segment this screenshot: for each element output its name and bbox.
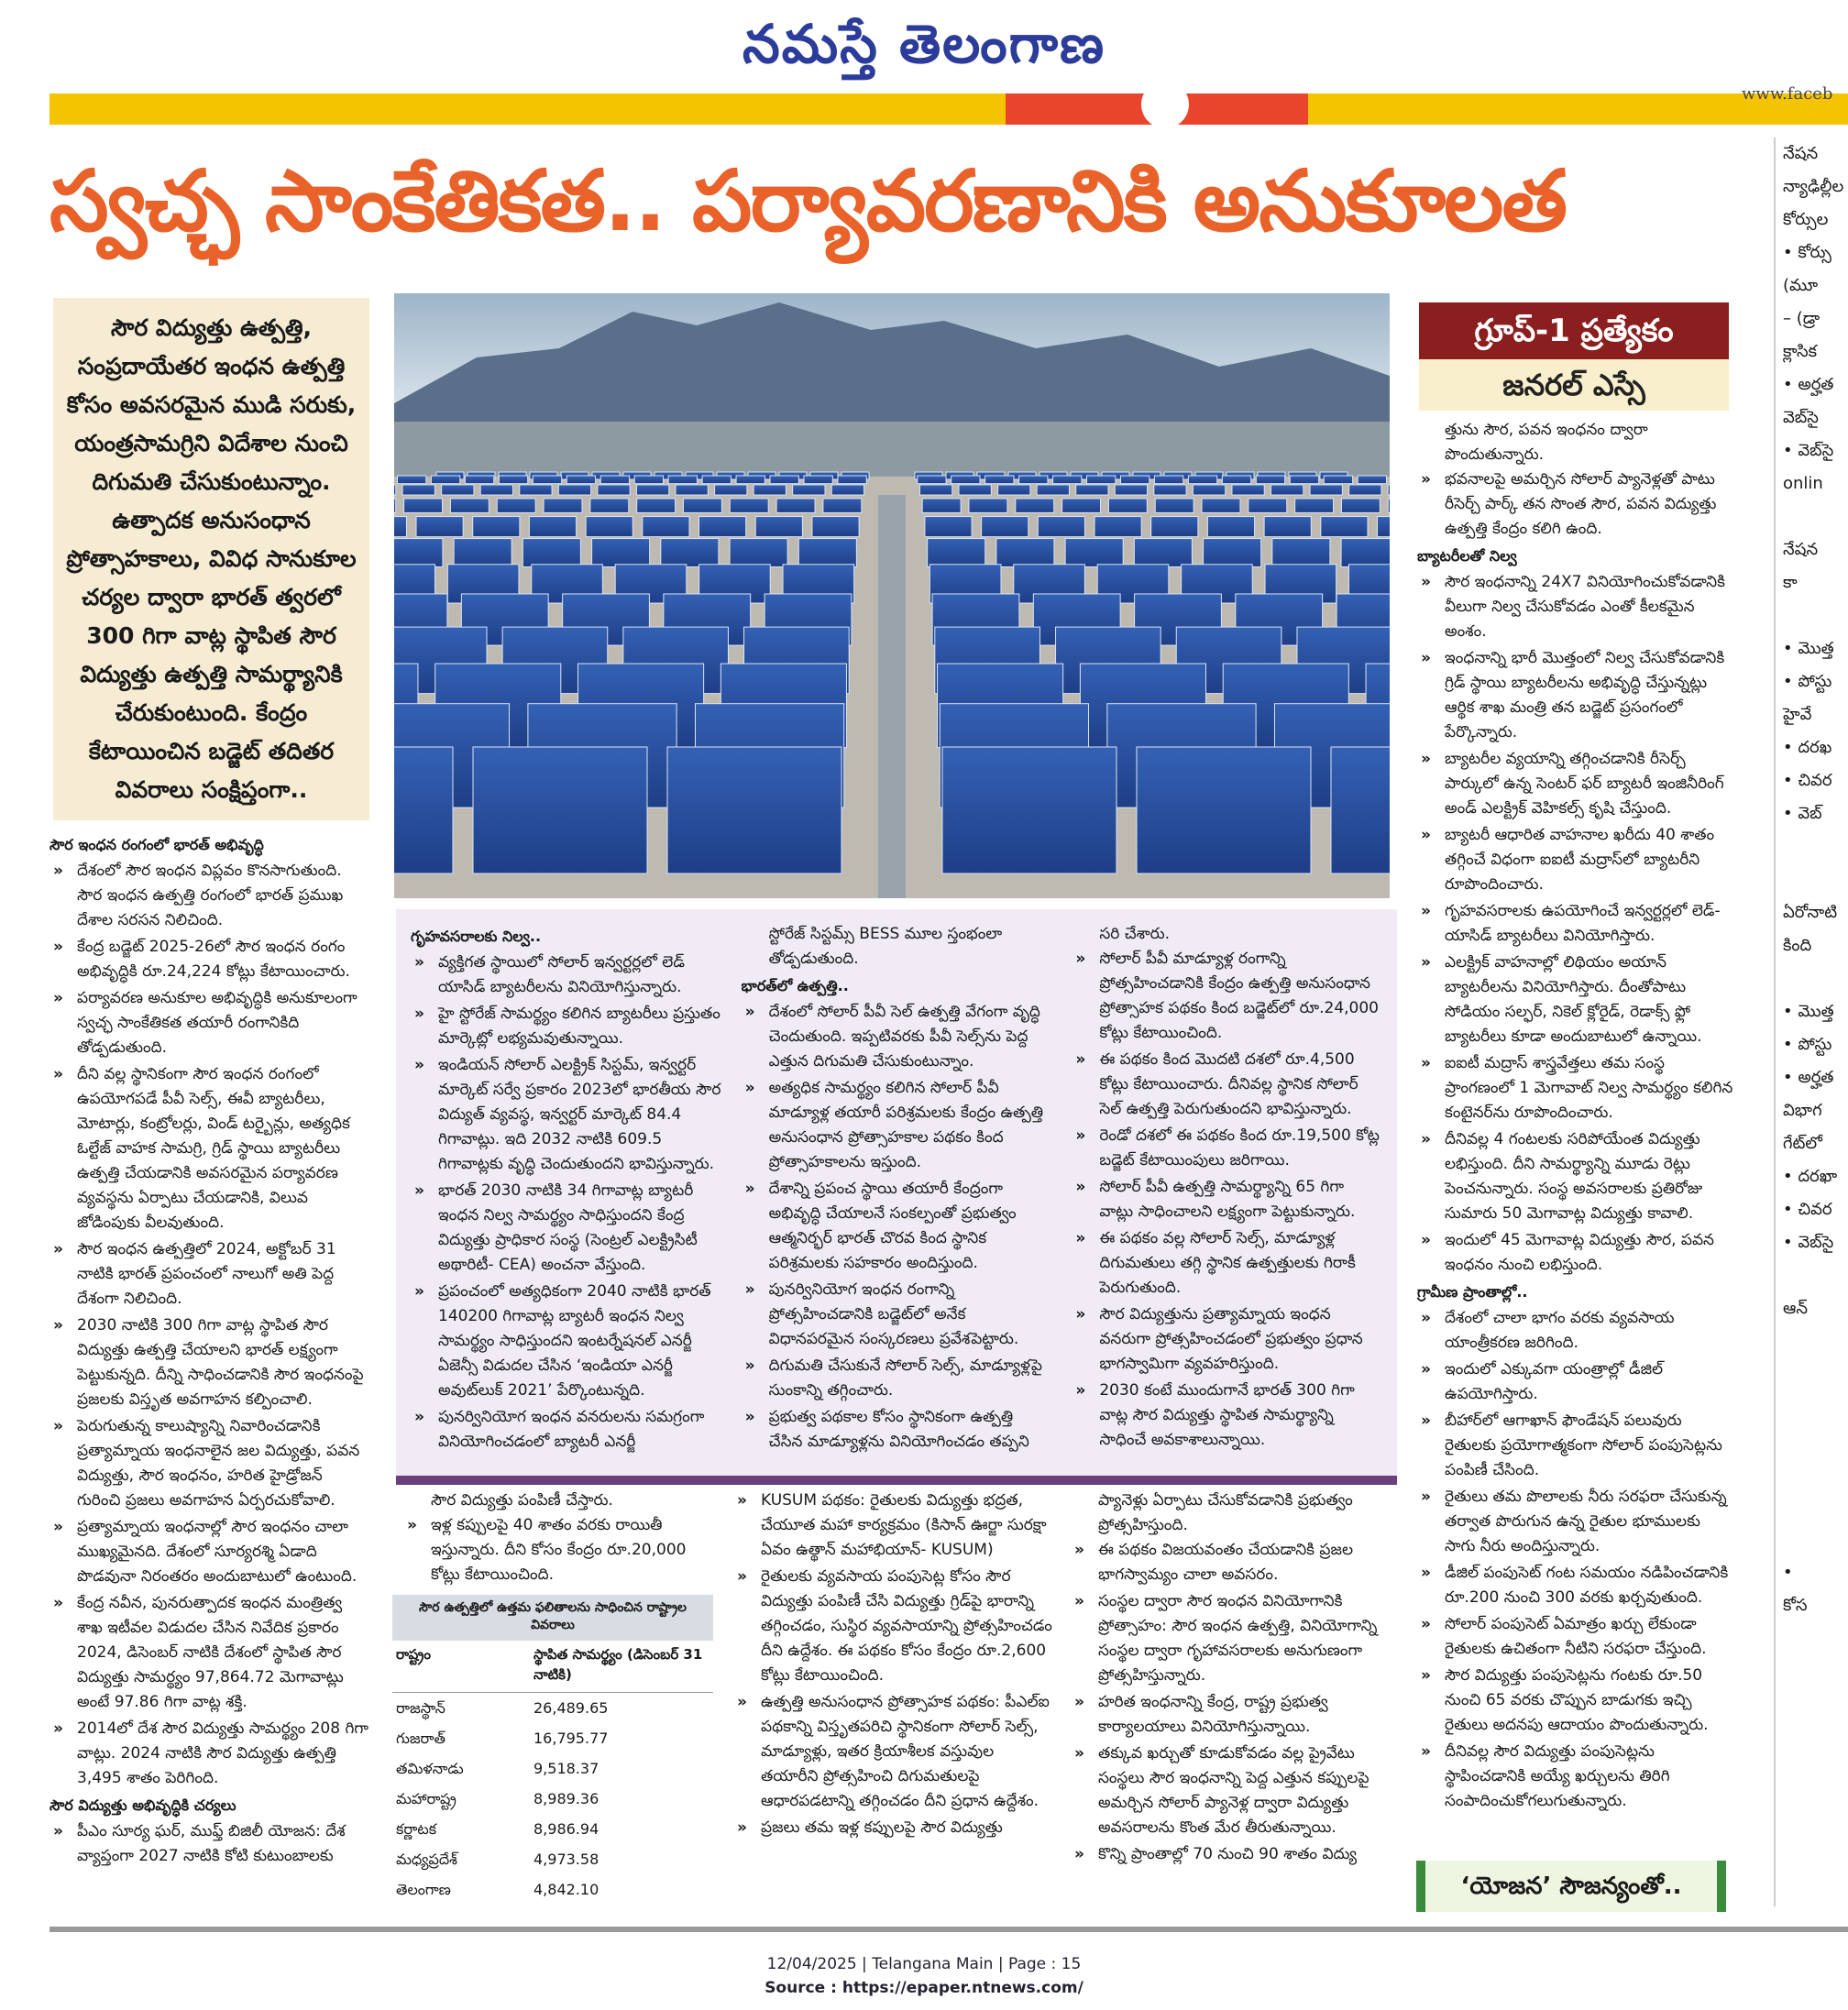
box-production-item: » అత్యధిక సామర్థ్యం కలిగిన సోలార్‌ పీవీ మాడ్యూళ్ల తయారీ పరిశ్రమలకు కేంద్రం ఉత్పత్తి అనుసంధాన ప్రోత్సాహకాల పథకం కింద ప్రోత్సాహకాలను ఇస్తుంది. — [742, 1076, 1052, 1175]
solar-panel — [952, 476, 980, 484]
solar-panel — [1388, 499, 1390, 512]
solar-panel — [397, 476, 425, 484]
footer-source[interactable]: Source : https://epaper.ntnews.com/ — [764, 1979, 1084, 1997]
col3b-item: » ప్రజలు తమ ఇళ్ల కప్పులపై సౌర విద్యుత్తు — [733, 1816, 1054, 1840]
header-capacity: స్థాపిత సామర్థ్యం (డిసెంబర్‌ 31 నాటికి) — [534, 1646, 703, 1683]
strip-line: • — [1783, 1563, 1793, 1582]
solar-panel — [922, 499, 961, 512]
col1-heading-2: సౌర విద్యుత్తు అభివృద్ధికి చర్యలు — [50, 1796, 236, 1814]
solar-panel — [736, 476, 764, 484]
strip-line: • అర్హత — [1783, 375, 1834, 394]
solar-panel — [473, 747, 647, 873]
col1-item: » కేంద్ర బడ్జెట్‌ 2025-26లో సౌర ఇంధన రంగం అభివృద్ధికి రూ.24,224 కోట్లు కేటాయించారు. — [50, 935, 370, 984]
col3b-item: » ఉత్పత్తి అనుసంధాన ప్రోత్సాహక పథకం: పీఎల్‌ఐ పథకాన్ని విస్తృతపరిచి స్థానికంగా సోలార్‌ సెల్స్‌, మాడ్యూళ్లు, ఇతర క్రియాశీలక వస్తువుల తయారీని ప్రోత్సహించి దిగుమతులపై ఆధారపడటాన్ని తగ్గించడం దీని ప్రధాన ఉద్దేశం. — [733, 1690, 1054, 1814]
strip-line: కా — [1783, 573, 1798, 592]
yojana-credit: ‘యోజన’ సౌజన్యంతో.. — [1416, 1861, 1726, 1912]
right-rural-item: » సౌర విద్యుత్తు పంపుసెట్లను గంటకు రూ.50 నుంచి 65 వరకు చొప్పున బాడుగకు ఇచ్చి రైతులు అదనపు ఆదాయం పొందుతున్నారు. — [1417, 1664, 1733, 1738]
state-cell: మధ్యప్రదేశ్‌ — [396, 1851, 457, 1868]
box-col-2 — [742, 922, 1052, 1465]
col2b-item: » ఇళ్ల కప్పులపై 40 శాతం వరకు రాయితీ ఇస్తున్నారు. దీని కోసం కేంద్రం రూ.20,000 కోట్లు కేటాయించింది. — [403, 1513, 715, 1587]
state-cell: తెలంగాణ — [396, 1881, 451, 1898]
right-rural-item: » డీజిల్‌ పంపుసెట్‌ గంట సమయం నడిపించడానికి రూ.200 నుంచి 300 వరకు ఖర్చవుతుంది. — [1417, 1561, 1733, 1610]
solar-panel — [404, 499, 443, 512]
site-url: www.faceb — [1742, 84, 1833, 104]
solar-panel — [667, 747, 842, 873]
col4b-lead: ప్యానెళ్లు ఏర్పాటు చేసుకోవడానికి ప్రభుత్వం ప్రోత్సహిస్తుంది. — [1098, 1491, 1353, 1534]
strip-line — [1783, 1457, 1848, 1490]
solar-panel — [996, 539, 1054, 567]
solar-panel — [676, 485, 708, 495]
solar-panel — [533, 476, 561, 484]
strip-line: • వెబ్‌సై — [1783, 441, 1834, 460]
strip-line — [1783, 962, 1848, 995]
box-production-item: » దేశాన్ని ప్రపంచ స్థాయి తయారీ కేంద్రంగా అభివృద్ధి చేయాలనే సంకల్పంతో ప్రభుత్వం ఆత్మనిర్భర్‌ భారత్‌ చొరవ కింద స్థానిక పరిశ్రమలకు సహకారం అందిస్తుంది. — [742, 1177, 1052, 1276]
strip-line — [1783, 1358, 1848, 1391]
solar-panel — [1264, 517, 1311, 537]
col1-item: » పర్యావరణ అనుకూల అభివృద్ధికి అనుకూలంగా స్వచ్ఛ సాంకేతికత తయారీ రంగానికిది తోడ్పడుతుంది. — [50, 986, 370, 1060]
solar-panel — [1037, 485, 1069, 495]
solar-panel — [1272, 539, 1330, 567]
solar-panel — [1065, 539, 1123, 567]
capacity-cell: 9,518.37 — [534, 1760, 600, 1777]
solar-panel — [529, 517, 576, 537]
strip-line: • చివర — [1783, 1200, 1832, 1219]
solar-panel — [1076, 485, 1108, 495]
box-heading-production: భారత్‌లో ఉత్పత్తి.. — [741, 977, 849, 994]
solar-panel — [586, 517, 632, 537]
solar-panel — [823, 499, 862, 512]
solar-panel — [918, 476, 946, 484]
solar-panel — [598, 485, 630, 495]
strip-line: క్లాసిక — [1783, 342, 1818, 361]
col4b-item: » హరిత ఇంధనాన్ని కేంద్ర, రాష్ట్ర ప్రభుత్వ కార్యాలయాలు వినియోగిస్తున్నాయి. — [1071, 1690, 1399, 1740]
box-production-item: » ప్రభుత్వ పథకాల కోసం స్థానికంగా ఉత్పత్తి చేసిన మాడ్యూళ్లను వినియోగించడం తప్పని — [742, 1405, 1052, 1455]
solar-panel — [812, 517, 859, 537]
solar-panel — [1324, 476, 1352, 484]
solar-panel — [1016, 499, 1054, 512]
right-battery-item: » ఇంధనాన్ని భారీ మొత్తంలో నిల్వ చేసుకోవడానికి గ్రిడ్‌ స్థాయి బ్యాటరీలను అభివృద్ధి చేస్తున్నట్లు ఆర్థిక శాఖ మంత్రి తన బడ్జెట్‌ ప్రసంగంలో పేర్కొన్నారు. — [1417, 646, 1733, 745]
table-row — [392, 1844, 713, 1874]
strip-line — [1783, 863, 1848, 896]
capacity-cell: 8,986.94 — [534, 1820, 600, 1838]
footer-dateline: 12/04/2025 | Telangana Main | Page : 15 — [766, 1955, 1082, 1973]
box-pli-item: » ఈ పథకం కింద మొదటి దశలో రూ.4,500 కోట్లు కేటాయించారు. దీనివల్ల స్థానిక సోలార్‌ సెల్‌ ఉత్పత్తి పెరుగుతుందని భావిస్తున్నారు. — [1072, 1048, 1382, 1122]
solar-panel — [1019, 476, 1048, 484]
solar-panel — [1378, 517, 1390, 537]
solar-panel — [1155, 499, 1194, 512]
col3b-item: » KUSUM పథకం: రైతులకు విద్యుత్తు భద్రత, చేయూత మహా కార్యక్రమం (కిసాన్‌ ఊర్జా సురక్షా ఏవం ఉత్థాన్‌ మహాభియాన్‌- KUSUM) — [733, 1488, 1054, 1563]
right-battery-item: » బ్యాటరీల వ్యయాన్ని తగ్గించడానికి రీసెర్చ్‌ పార్కులో ఉన్న సెంటర్‌ ఫర్‌ బ్యాటరీ ఇంజినీరింగ్‌ అండ్‌ ఎలక్ట్రిక్‌ వెహికల్స్‌ కృషి చేస్తుంది. — [1417, 747, 1733, 821]
box-col3-lead: సరి చేశారు. — [1099, 925, 1171, 943]
solar-panel — [1271, 485, 1304, 495]
solar-panel — [442, 485, 474, 495]
table-row — [392, 1693, 713, 1723]
solar-farm-photo — [394, 293, 1390, 898]
strip-line: • అర్హత — [1783, 1068, 1834, 1087]
capacity-cell: 16,795.77 — [534, 1730, 609, 1747]
box-heading-storage: గృహవసరాలకు నిల్వ.. — [411, 928, 542, 945]
right-battery-item: » సౌర ఇంధనాన్ని 24X7 వినియోగించుకోవడానికి వీలుగా నిల్వ చేసుకోవడం ఎంతో కీలకమైన అంశం. — [1417, 570, 1733, 644]
solar-panel — [431, 476, 459, 484]
solar-panel — [450, 499, 489, 512]
strip-line: వెబ్‌సై — [1783, 408, 1819, 427]
solar-panel — [520, 485, 552, 495]
solar-panel — [715, 485, 747, 495]
solar-panel — [600, 476, 629, 484]
solar-panel — [998, 485, 1030, 495]
solar-panel — [1341, 539, 1390, 567]
solar-panel — [1115, 485, 1147, 495]
intro-box: సౌర విద్యుత్తు ఉత్పత్తి, సంప్రదాయేతర ఇంధన ఉత్పత్తి కోసం అవసరమైన ముడి సరుకు, యంత్రసామగ్రిని విదేశాల నుంచి దిగుమతి చేసుకుంటున్నాం. ఉత్పాదక అనుసంధాన ప్రోత్సాహకాలు, వివిధ సానుకూల చర్యల ద్వారా భారత్‌ త్వరలో 300 గిగా వాట్ల స్థాపిత సౌర విద్యుత్తు ఉత్పత్తి సామర్థ్యానికి చేరుకుంటుంది. కేంద్రం కేటాయించిన బడ్జెట్‌ తదితర వివరాలు సంక్షిప్తంగా.. — [53, 298, 369, 820]
table-header — [392, 1641, 713, 1693]
solar-panel — [1053, 476, 1082, 484]
solar-panel — [1188, 476, 1216, 484]
solar-panel — [558, 485, 590, 495]
strip-line: • పోస్టు — [1783, 672, 1832, 691]
solar-panel — [454, 539, 512, 567]
solar-panel — [636, 485, 668, 495]
solar-panel — [959, 485, 991, 495]
storage-production-box — [396, 909, 1397, 1477]
col2b-lead: సౌర విద్యుత్తు పంపిణీ చేస్తారు. — [431, 1491, 613, 1510]
box-pli-item: » ఈ పథకం వల్ల సోలార్‌ సెల్స్‌, మాడ్యూళ్ల దిగుమతులు తగ్గి స్థానిక ఉత్పత్తులకు గిరాకీ పెరుగుతుంది. — [1072, 1226, 1382, 1301]
right-heading-battery: బ్యాటరీలతో నిల్వ — [1417, 547, 1517, 565]
solar-panel — [1321, 517, 1368, 537]
solar-panel — [497, 499, 535, 512]
right-rural-item: » దేశంలో చాలా భాగం వరకు వ్యవసాయ యాంత్రీకరణ జరిగింది. — [1417, 1306, 1733, 1356]
table-row — [392, 1814, 713, 1844]
solar-panel — [838, 476, 866, 484]
column-2-bottom — [403, 1488, 715, 1589]
col1-item: » ప్రత్యామ్నాయ ఇంధనాల్లో సౌర ఇంధనం చాలా ముఖ్యమైనది. దేశంలో సూర్యరశ్మి ఏడాది పొడవునా నిరంతరం అందుబాటులో ఉంటుంది. — [50, 1515, 370, 1589]
right-battery-item: » ఐఐటీ మద్రాస్‌ శాస్త్రవేత్తలు తమ సంస్థ ప్రాంగణంలో 1 మెగావాట్‌ నిల్వ సామర్థ్యం కలిగిన కంటైనర్‌ను రూపొందించారు. — [1417, 1051, 1733, 1126]
state-cell: మహారాష్ట్ర — [396, 1790, 456, 1807]
right-item: » భవనాలపై అమర్చిన సోలార్‌ ప్యానెళ్లతో పాటు రీసెర్చ్‌ పార్క్‌ తన సొంత సౌర, పవన విద్యుత్తు ఉత్పత్తి కేంద్రం కలిగి ఉంది. — [1417, 467, 1733, 542]
solar-panel — [1207, 517, 1254, 537]
footer-divider — [50, 1927, 1848, 1932]
col1-item: » 2014లో దేశ సౌర విద్యుత్తు సామర్థ్యం 208 గిగా వాట్లు. 2024 నాటికి సౌర విద్యుత్తు ఉత్పత్తి 3,495 శాతం పెరిగింది. — [50, 1717, 370, 1791]
top-color-bar — [50, 93, 1848, 125]
column-4-bottom — [1071, 1488, 1399, 1869]
solar-panel — [643, 517, 689, 537]
strip-line: • కోర్సు — [1783, 243, 1832, 262]
solar-panel — [1193, 485, 1225, 495]
strip-line: గేట్‌లో — [1783, 1134, 1822, 1153]
strip-line: ఆన్ — [1783, 1299, 1808, 1318]
solar-panel — [402, 485, 434, 495]
solar-panel — [592, 539, 650, 567]
solar-panel — [1310, 485, 1342, 495]
right-rural-item: » రైతులు తమ పొలాలకు నీరు సరఫరా చేసుకున్న తర్వాత పొరుగున ఉన్న రైతుల భూములకు సాగు నీరు అందిస్తున్నారు. — [1417, 1485, 1733, 1559]
solar-panel — [637, 499, 676, 512]
solar-panel — [394, 517, 406, 537]
solar-panel — [776, 499, 815, 512]
headline: స్వచ్ఛ సాంకేతికత.. పర్యావరణానికి అనుకూలత — [50, 152, 1566, 250]
col4b-item: » ఈ పథకం విజయవంతం చేయడానికి ప్రజల భాగస్వామ్యం చాలా అవసరం. — [1071, 1538, 1399, 1587]
solar-panel — [982, 517, 1028, 537]
strip-line: • దరఖ — [1783, 738, 1832, 757]
state-cell: గుజరాత్‌ — [396, 1730, 446, 1747]
solar-panel — [730, 499, 768, 512]
solar-panels-image — [394, 293, 1390, 898]
solar-panel — [480, 485, 512, 495]
strip-line: • మొత్త — [1783, 1002, 1834, 1021]
right-battery-item: » దీనివల్ల 4 గంటలకు సరిపోయేంత విద్యుత్తు లభిస్తుంది. దీని సామర్థ్యాన్ని మూడు రెట్లు పెంచనున్నారు. సంస్థ అవసరాలకు ప్రతిరోజు సుమారు 50 మెగావాట్ల విద్యుత్తు కావాలి. — [1417, 1127, 1733, 1226]
column-3-bottom — [733, 1488, 1054, 1842]
solar-panel — [919, 485, 952, 495]
right-rural-item: » సోలార్‌ పంపుసెట్‌ ఏమాత్రం ఖర్చు లేకుండా రైతులకు ఉచితంగా నీటిని సరఫరా చేస్తుంది. — [1417, 1612, 1733, 1662]
solar-panel — [1154, 485, 1186, 495]
solar-panel — [754, 485, 786, 495]
strip-line: కోర్సుల — [1783, 210, 1829, 229]
solar-panel — [590, 499, 629, 512]
strip-line: నేషన — [1783, 144, 1819, 163]
strip-line — [1783, 830, 1848, 863]
strip-line: న్యాఢిల్లీల — [1783, 177, 1844, 196]
box-pli-item: » సోలార్‌ పీవీ ఉత్పత్తి సామర్థ్యాన్ని 65 గిగా వాట్లు సాధించాలని లక్ష్యంగా పెట్టుకున్నారు. — [1072, 1175, 1382, 1225]
solar-panel — [793, 485, 825, 495]
strip-line: • పోస్టు — [1783, 1035, 1832, 1054]
strip-line: హైవే — [1783, 705, 1812, 724]
solar-panel — [394, 747, 453, 873]
right-battery-item: » బ్యాటరీ ఆధారిత వాహనాల ఖరీదు 40 శాతం తగ్గించే విధంగా ఐఐటీ మద్రాస్‌లో బ్యాటరీని రూపొందించారు. — [1417, 823, 1733, 897]
state-cell: తమిళనాడు — [396, 1760, 464, 1777]
col1-heading: సౌర ఇంధన రంగంలో భారత్‌ అభివృద్ధి — [50, 836, 264, 853]
right-battery-item: » ఎలక్ట్రిక్‌ వాహనాల్లో లిథియం అయాన్‌ బ్యాటరీలను వినియోగిస్తారు. దీంతోపాటు సోడియం సల్ఫర్‌, నికెల్‌ క్లోరైడ్‌, రెడాక్స్‌ ఫ్లో బ్యాటరీలు కూడా అందుబాటులో ఉన్నాయి. — [1417, 950, 1733, 1049]
table-row — [392, 1784, 713, 1814]
col1-item: » కేంద్ర నవీన, పునరుత్పాదక ఇంధన మంత్రిత్వ శాఖ ఇటీవల విడుదల చేసిన నివేదిక ప్రకారం 2024, డిసెంబర్‌ నాటికి దేశంలో స్థాపిత సౌర విద్యుత్తు సామర్థ్యం 97,864.72 మెగావాట్లు అంటే 97.86 గిగా వాట్ల శక్తి. — [50, 1591, 370, 1715]
solar-panel — [1154, 476, 1182, 484]
adjacent-article-strip — [1774, 137, 1848, 1906]
solar-panel — [1341, 499, 1380, 512]
box-storage-item: » హై స్టోరేజ్‌ సామర్థ్యం కలిగిన బ్యాటరీలు ప్రస్తుతం మార్కెట్లో లభ్యమవుతున్నాయి. — [411, 1002, 721, 1051]
table-row — [392, 1723, 713, 1753]
solar-panel — [1222, 476, 1250, 484]
solar-panel — [730, 539, 787, 567]
capacity-cell: 26,489.65 — [534, 1699, 609, 1717]
strip-line: • దరఖా — [1783, 1167, 1838, 1186]
solar-panel — [925, 517, 972, 537]
top-bar-circle — [1141, 81, 1189, 128]
table-title: సౌర ఉత్పత్తిలో ఉత్తమ ఫలితాలను సాధించిన రాష్ట్రాల వివరాలు — [392, 1595, 713, 1641]
strip-line — [1783, 599, 1848, 632]
solar-panel — [985, 476, 1014, 484]
strip-line: • చివర — [1783, 771, 1832, 790]
col4b-item: » తక్కువ ఖర్చుతో కూడుకోవడం వల్ల ప్రైవేటు సంస్థలు సౌర ఇంధనాన్ని పెద్ద ఎత్తున కప్పులపై అమర్చిన సోలార్‌ ప్యానెళ్ల ద్వారా విద్యుత్తు అవసరాలను కొంత మేర తీరుతున్నాయి. — [1071, 1741, 1399, 1840]
strip-line: – (డ్రా — [1783, 309, 1820, 328]
box-storage-item: » వ్యక్తిగత స్థాయిలో సోలార్‌ ఇన్వర్టర్లలో లెడ్‌ యాసిడ్‌ బ్యాటరీలను వినియోగిస్తున్నారు. — [411, 950, 721, 1000]
table-row — [392, 1753, 713, 1784]
solar-panel — [1358, 476, 1386, 484]
solar-panel — [522, 539, 580, 567]
solar-panel — [394, 485, 396, 495]
solar-panel — [755, 517, 802, 537]
col4b-item: » సంస్థల ద్వారా సౌర ఇంధన వినియోగానికి ప్రోత్సాహం: సౌర ఇంధన ఉత్పత్తి, వినియోగాన్ని సంస్థల ద్వారా గృహావసరాలకు అనుగుణంగా ప్రోత్సహిస్తున్నారు. — [1071, 1589, 1399, 1688]
solar-panel — [1248, 499, 1287, 512]
solar-panel — [831, 485, 864, 495]
box-production-item: » దేశంలో సోలార్‌ పీవీ సెల్‌ ఉత్పత్తి వేగంగా వృద్ధి చెందుతుంది. ఇప్పటివరకు పీవీ సెల్స్‌ను పెద్ద ఎత్తున దిగుమతి చేసుకుంటున్నాం. — [742, 1000, 1052, 1074]
solar-panel — [416, 517, 463, 537]
solar-panel — [499, 476, 527, 484]
col1-item: » పెరుగుతున్న కాలుష్యాన్ని నివారించడానికి ప్రత్యామ్నాయ ఇంధనాలైన జల విద్యుత్తు, పవన విద్యుత్తు, సౌర ఇంధనం, హరిత హైడ్రోజన్‌ గురించి ప్రజలు అవగాహన ఏర్పరచుకోవాలి. — [50, 1414, 370, 1513]
solar-panel — [702, 476, 731, 484]
solar-panel — [942, 747, 1116, 873]
right-column — [1417, 418, 1733, 1816]
column-1 — [50, 830, 370, 1871]
box-storage-item: » పునర్వినియోగ ఇంధన వనరులను సమగ్రంగా వినియోగించడంలో బ్యాటరీ ఎనర్జీ — [411, 1405, 721, 1455]
solar-panel — [1151, 517, 1198, 537]
box-pli-item: » సౌర విద్యుత్తును ప్రత్యామ్నాయ ఇంధన వనరుగా ప్రోత్సహించడంలో ప్రభుత్వం ప్రధాన భాగస్వామిగా వ్యవహరిస్తుంది. — [1072, 1302, 1382, 1377]
state-cell: కర్ణాటక — [396, 1820, 437, 1838]
strip-line — [1783, 1523, 1848, 1556]
solar-panel — [394, 539, 443, 567]
solar-panel — [969, 499, 1007, 512]
state-cell: రాజస్థాన్‌ — [396, 1699, 446, 1717]
strip-line: ఏరోనాటి — [1783, 903, 1838, 922]
strip-line: onlin — [1783, 474, 1823, 493]
col3b-item: » రైతులకు వ్యవసాయ పంపుసెట్ల కోసం సౌర విద్యుత్తు పంపిణీ చేసి విద్యుత్తు గ్రిడ్‌పై భారాన్ని తగ్గించడం, సుస్థిర వ్యవసాయాన్ని ప్రోత్సహించడం దీని ఉద్దేశం. ఈ పథకం కోసం కేంద్రం రూ.2,600 కోట్లు కేటాయించింది. — [733, 1565, 1054, 1688]
strip-line: విభాగ — [1783, 1101, 1822, 1120]
solar-panel — [661, 539, 719, 567]
solar-panel — [699, 517, 746, 537]
strip-line: • మొత్త — [1783, 639, 1834, 658]
col4b-item: » కొన్ని ప్రాంతాల్లో 70 నుంచి 90 శాతం విద్యు — [1071, 1842, 1399, 1867]
box-production-item: » పునర్వినియోగ ఇంధన రంగాన్ని ప్రోత్సహించడానికి బడ్జెట్‌లో అనేక విధానపరమైన సంస్కరణలు ప్రవేశపెట్టారు. — [742, 1278, 1052, 1352]
right-lead: త్తును సౌర, పవన ఇంధనం ద్వారా పొందుతున్నారు. — [1445, 421, 1648, 464]
strip-line: (మూ — [1783, 276, 1819, 295]
box-pli-item: » రెండో దశలో ఈ పథకం కింద రూ.19,500 కోట్ల బడ్జెట్‌ కేటాయింపులు జరిగాయి. — [1072, 1124, 1382, 1173]
group-1-banner: గ్రూప్‌-1 ప్రత్యేకం — [1419, 302, 1729, 359]
capacity-cell: 4,842.10 — [534, 1881, 600, 1898]
solar-panel — [1038, 517, 1084, 537]
box-col2-lead: స్టోరేజ్‌ సిస్టమ్స్‌ BESS మూల స్తంభంలా తోడ్పడుతుంది. — [768, 925, 1003, 968]
solar-panel — [1388, 485, 1390, 495]
solar-panel — [566, 476, 595, 484]
col1-item: » దీని వల్ల స్థానికంగా సౌర ఇంధన రంగంలో ఉపయోగపడే పీవీ సెల్స్‌, ఈవీ బ్యాటరీలు, మోటార్లు, కంట్రోలర్లు, విండ్‌ టర్బైన్లు, అత్యధిక ఓల్టేజ్‌ వాహక సామగ్రి, గ్రిడ్‌ స్థాయి బ్యాటరీలు ఉత్పత్తి చేయడానికి అవసరమైన పర్యావరణ వ్యవస్థను ఏర్పాటు చేయడానికి, విలువ జోడింపుకు వీలవుతుంది. — [50, 1062, 370, 1236]
right-battery-item: » గృహవసరాలకు ఉపయోగించే ఇన్వర్టర్లలో లెడ్‌- యాసిడ్‌ బ్యాటరీలు వినియోగిస్తారు. — [1417, 899, 1733, 949]
strip-line: కింది — [1783, 936, 1812, 955]
capacity-cell: 4,973.58 — [534, 1851, 600, 1868]
solar-panel — [473, 517, 520, 537]
strip-line: నేషన — [1783, 540, 1819, 559]
right-rural-item: » బీహార్‌లో ఆగాఖాన్‌ ఫౌండేషన్‌ పలువురు రైతులకు ప్రయోగాత్మకంగా సోలార్‌ పంపుసెట్లను పంపిణీ చేసింది. — [1417, 1409, 1733, 1483]
col1-measures-item: » పీఎం సూర్య ఘర్‌, ముఫ్త్‌ బిజిలీ యోజన: దేశ వ్యాప్తంగా 2027 నాటికి కోటి కుటుంబాలకు — [50, 1819, 370, 1869]
strip-line — [1783, 1391, 1848, 1424]
box-storage-item: » భారత్‌ 2030 నాటికి 34 గిగావాట్ల బ్యాటరీ ఇంధన నిల్వ సామర్థ్యం సాధిస్తుందని కేంద్ర విద్యుత్తు ప్రాధికార సంస్థ (సెంట్రల్‌ ఎలక్ట్రిసిటీ అథారిటీ- CEA) అంచనా వేస్తుంది. — [411, 1179, 721, 1278]
col1-item: » సౌర ఇంధన ఉత్పత్తిలో 2024, అక్టోబర్‌ 31 నాటికి భారత్‌ ప్రపంచంలో నాలుగో అతి పెద్ద దేశంగా నిలిచింది. — [50, 1237, 370, 1312]
strip-line: • వెబ్‌ — [1783, 804, 1822, 823]
right-rural-item: » దీనివల్ల సౌర విద్యుత్తు పంపుసెట్లను స్థాపించడానికి అయ్యే ఖర్చులను తిరిగి సంపాదించుకోగలుగుతున్నారు. — [1417, 1740, 1733, 1814]
box-pli-item: » సోలార్‌ పీవీ మాడ్యూళ్ల రంగాన్ని ప్రోత్సహించడానికి కేంద్రం ఉత్పత్తి అనుసంధాన ప్రోత్సాహక పథకం కింద బడ్జెట్‌లో రూ.24,000 కోట్లు కేటాయించింది. — [1072, 947, 1382, 1046]
strip-line — [1783, 1424, 1848, 1457]
solar-panel — [1202, 499, 1240, 512]
strip-line — [1783, 1325, 1848, 1358]
solar-panel — [798, 539, 856, 567]
strip-line: • వెబ్‌సై — [1783, 1233, 1834, 1252]
strip-line — [1783, 500, 1848, 533]
col1-item: » దేశంలో సౌర ఇంధన విప్లవం కొనసాగుతుంది. సౌర ఇంధన ఉత్పత్తి రంగంలో భారత్‌ ప్రముఖ దేశాల సరసన నిలిచింది. — [50, 859, 370, 933]
solar-panel — [634, 476, 663, 484]
box-storage-item: » ప్రపంచంలో అత్యధికంగా 2040 నాటికి భారత్‌ 140200 గిగావాట్ల బ్యాటరీ ఇంధన నిల్వ సామర్థ్యం సాధిస్తుందని ఇంటర్నేషనల్‌ ఎనర్జీ ఏజెన్సీ విడుదల చేసిన ‘ఇండియా ఎనర్జీ అవుట్‌లుక్‌ 2021’ పేర్కొంటున్నది. — [411, 1280, 721, 1403]
solar-panel — [1232, 485, 1264, 495]
solar-panel — [1134, 539, 1192, 567]
strip-line — [1783, 1490, 1848, 1523]
box-production-item: » దిగుమతి చేసుకునే సోలార్‌ సెల్స్‌, మాడ్యూళ్లపై సుంకాన్ని తగ్గించారు. — [742, 1354, 1052, 1403]
strip-line: కోస — [1783, 1596, 1808, 1615]
solar-panel — [544, 499, 582, 512]
solar-panel — [770, 476, 798, 484]
solar-panel — [1295, 499, 1334, 512]
strip-line — [1783, 1259, 1848, 1292]
solar-panel — [683, 499, 721, 512]
solar-panel — [1256, 476, 1284, 484]
solar-panel — [1094, 517, 1141, 537]
capacity-cell: 8,989.36 — [534, 1790, 600, 1807]
solar-panel — [668, 476, 697, 484]
solar-panel — [394, 499, 396, 512]
header-state: రాష్ట్రం — [396, 1646, 431, 1663]
right-battery-item: » ఇందులో 45 మెగావాట్ల విద్యుత్తు సౌర, పవన ఇంధనం నుంచి లభిస్తుంది. — [1417, 1228, 1733, 1278]
right-rural-item: » ఇందులో ఎక్కువగా యంత్రాల్లో డీజిల్‌ ఉపయోగిస్తారు. — [1417, 1357, 1733, 1407]
right-heading-rural: గ్రామీణ ప్రాంతాల్లో.. — [1417, 1283, 1528, 1301]
solar-panel — [1204, 539, 1261, 567]
solar-panel — [1062, 499, 1101, 512]
general-essay-label: జనరల్‌ ఎస్సే — [1419, 359, 1729, 411]
box-col-1 — [411, 922, 721, 1465]
table-row — [392, 1874, 713, 1905]
box-pli-item: » 2030 కంటే ముందుగానే భారత్‌ 300 గిగా వాట్ల సౌర విద్యుత్తు స్థాపిత సామర్థ్యాన్ని సాధించే అవకాశాలున్నాయి. — [1072, 1378, 1382, 1453]
box-bottom-border — [396, 1476, 1397, 1485]
solar-panel — [465, 476, 493, 484]
footer — [0, 1952, 1848, 2000]
solar-panel — [1108, 499, 1147, 512]
box-col-3 — [1072, 922, 1382, 1465]
col1-item: » 2030 నాటికి 300 గిగా వాట్ల స్థాపిత సౌర విద్యుత్తు ఉత్పత్తి చేయాలని భారత్‌ లక్ష్యంగా పెట్టుకున్నది. దీన్ని సాధించడానికి సౌర ఇంధనంపై ప్రజలకు విస్తృత అవగాహన కల్పించాలి. — [50, 1313, 370, 1412]
masthead: నమస్తే తెలంగాణ — [742, 13, 1106, 75]
solar-panel — [1120, 476, 1149, 484]
solar-panel — [1331, 747, 1390, 873]
solar-panel — [1290, 476, 1318, 484]
state-capacity-table — [392, 1595, 713, 1905]
solar-panel — [1349, 485, 1381, 495]
solar-panel — [804, 476, 832, 484]
box-storage-item: » ఇండియన్‌ సోలార్‌ ఎలక్ట్రిక్‌ సిస్టమ్‌, ఇన్వర్టర్‌ మార్కెట్‌ సర్వే ప్రకారం 2023లో భారతీయ సౌర విద్యుత్‌ వ్యవస్థ, ఇన్వర్టర్‌ మార్కెట్‌ 84.4 గిగావాట్లు. ఇది 2032 నాటికి 609.5 గిగావాట్లకు వృద్ధి చెందుతుందని భావిస్తున్నారు. — [411, 1053, 721, 1177]
solar-panel — [1137, 747, 1311, 873]
solar-panel — [1087, 476, 1116, 484]
solar-panel — [928, 539, 985, 567]
